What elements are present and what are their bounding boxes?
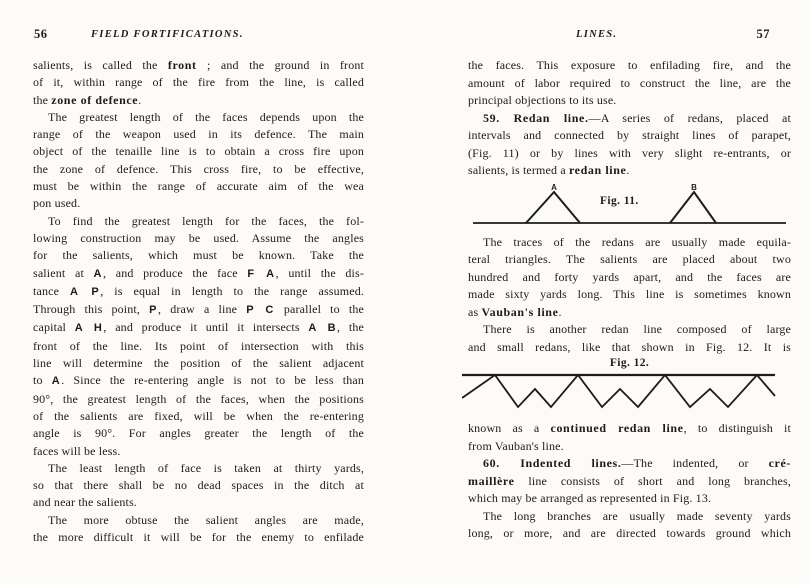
text-line: The least length of face is taken at thirty yards, — [48, 460, 364, 475]
text-line: the more difficult it will be for the enemy to enfilade — [33, 530, 364, 545]
text-line: the zone of defence. This cross fire, to be effective, — [33, 161, 364, 176]
text-line: the zone of defence. — [33, 92, 142, 107]
fig11-salient-b-label: B — [691, 182, 697, 192]
text-line: made sixty yards long. This line is sometimes known — [468, 287, 791, 301]
text-line: The greatest length of the faces depends upon the — [48, 109, 364, 124]
right-text-block-2 — [468, 234, 791, 357]
text-line: of the salients are fixed, will be when the re-entering — [33, 408, 364, 423]
left-page — [33, 27, 365, 545]
text-line: faces will be less. — [33, 443, 121, 458]
text-line: known as a continued redan line, to distinguish it — [468, 421, 792, 435]
right-page — [468, 27, 792, 540]
text-line: maillère line consists of short and long branches, — [468, 473, 791, 488]
text-line: angle is 90°. For angles greater the length of the — [33, 426, 364, 441]
left-page-header — [33, 27, 364, 43]
text-line: tance A P, is equal in length to the range assumed. — [33, 283, 365, 298]
fig11-caption: Fig. 11. — [600, 194, 639, 207]
right-page-text — [468, 57, 791, 543]
text-line: range of the weapon used in its defence. The main — [33, 127, 364, 142]
right-text-block-1 — [468, 57, 791, 180]
left-page-number: 56 — [34, 27, 48, 41]
text-line: from Vauban's line. — [468, 438, 564, 453]
text-line: must be within the range of accurate aim of the wea — [33, 179, 364, 194]
right-text-block-3 — [468, 420, 791, 543]
text-line: and near the salients. — [33, 495, 137, 510]
text-line: and small redans, like that shown in Fig. 12. It is — [468, 339, 791, 354]
text-line: Through this point, P, draw a line P C parallel to the — [33, 302, 364, 317]
text-line: front of the line. Its point of intersection with this — [33, 338, 364, 353]
figure-12 — [468, 357, 791, 415]
fig11-salient-a-label: A — [551, 182, 557, 192]
left-running-title: FIELD FORTIFICATIONS. — [91, 29, 244, 40]
right-running-title: LINES. — [576, 29, 618, 40]
text-line: salients, is called the front ; and the ground in front — [33, 58, 364, 72]
right-page-header — [468, 27, 791, 43]
text-line: 90°, the greatest length of the faces, when the positions — [33, 391, 364, 406]
text-line: capital A H, and produce it until it intersects A B, the — [33, 320, 364, 335]
text-line: There is another redan line composed of large — [483, 322, 791, 336]
text-line: 60. Indented lines.—The indented, or cré- — [483, 456, 791, 470]
figure-11 — [468, 182, 791, 230]
text-line: pon used. — [33, 196, 81, 211]
text-line: The traces of the redans are usually made equila- — [483, 234, 791, 249]
text-line: 59. Redan line.—A series of redans, placed at — [483, 110, 791, 125]
text-line: teral triangles. The salients are placed about two — [468, 252, 791, 266]
text-line: amount of labor required to construct the line, are the — [468, 75, 791, 90]
fig12-zigzag — [462, 375, 775, 407]
right-page-number: 57 — [756, 27, 770, 41]
text-line: so that there shall be no dead spaces in the ditch at — [33, 478, 364, 493]
text-line: principal objections to its use. — [468, 93, 617, 107]
text-line: line will determine the position of the salient adjacent — [33, 356, 364, 371]
text-line: intervals and connected by straight lines of parapet, — [468, 128, 791, 142]
fig11-redan-b — [670, 192, 716, 223]
text-line: which may be arranged as represented in Fig. 13. — [468, 491, 712, 505]
text-line: salient at A, and produce the face F A, until the dis- — [33, 265, 365, 280]
text-line: to A. Since the re-entering angle is not to be less than — [33, 373, 364, 388]
text-line: long, or more, and are directed towards ground which — [468, 526, 791, 540]
text-line: as Vauban's line. — [468, 304, 562, 319]
text-line: The more obtuse the salient angles are made, — [48, 512, 364, 527]
fig12-caption: Fig. 12. — [609, 357, 650, 369]
text-line: the faces. This exposure to enfilading fire, and the — [468, 58, 791, 72]
text-line: (Fig. 11) or by lines with very slight re-entrants, or — [468, 145, 791, 160]
text-line: lowing construction may be used. Assume the angles — [33, 230, 364, 245]
text-line: for the salients, which must be known. Take the — [33, 248, 364, 263]
text-line: salients, is termed a redan line. — [468, 163, 630, 177]
text-line: To find the greatest length for the faces, the fol- — [48, 213, 364, 228]
left-page-text — [33, 57, 364, 546]
fig12-continued-redan-line-drawing — [462, 372, 778, 414]
fig11-redan-a — [526, 192, 580, 223]
text-line: object of the tenaille line is to obtain a cross fire upon — [33, 144, 364, 159]
text-line: of it, within range of the fire from the line, is called — [33, 75, 364, 90]
text-line: The long branches are usually made seventy yards — [483, 508, 791, 523]
text-line: hundred and forty yards apart, and the faces are — [468, 269, 791, 284]
